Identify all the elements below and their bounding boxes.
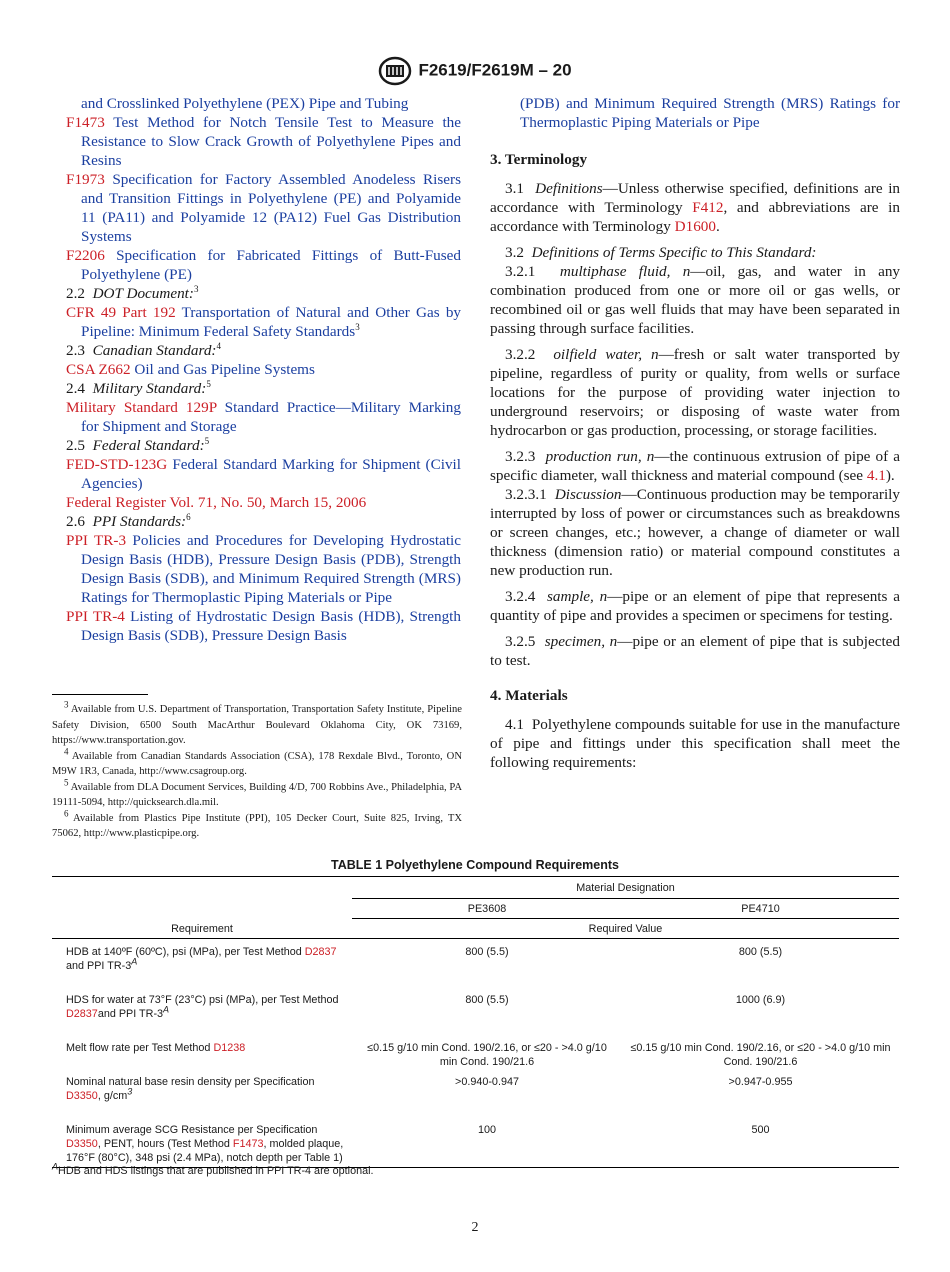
ref-federal-register[interactable]: Federal Register Vol. 71, No. 50, March 15, 2006 [66, 494, 367, 511]
para-3-1: 3.1 Definitions—Unless otherwise specified, definitions are in accordance with Terminology F412, and abbreviations are in accordance with Terminology D1600. [490, 180, 901, 235]
reference-item[interactable]: F1473 Test Method for Notch Tensile Test to Measure the Resistance to Slow Crack Growth of Polyethylene Pipes and Resins [66, 114, 461, 169]
para-3-2-3-1: 3.2.3.1 Discussion—Continuous production may be temporarily interrupted by loss of power or circumstances such as breakdowns or screen changes, etc.; however, a change of diameter or wall thickness (dimension ratio) or material compound constitutes a new production run. [490, 486, 900, 579]
footnote-item: $^5$ Available from DLA Document Services, Building 4/D, 700 Robbins Ave., Philadelphia, PA 19111-5094, http://quicksearch.dla.mil. [52, 776, 462, 808]
table-link[interactable]: D3350 [66, 1090, 98, 1102]
ref-military[interactable]: Military Standard 129P Standard Practice—Military Marking for Shipment and Storage [66, 399, 461, 435]
ref-csa[interactable]: CSA Z662 Oil and Gas Pipeline Systems [66, 361, 315, 378]
table-row [52, 939, 899, 988]
table-link[interactable]: D2837 [66, 1008, 98, 1020]
section-2-5: 2.5 Federal Standard:$^5$ [66, 435, 210, 454]
footnote-item: $^4$ Available from Canadian Standards Association (CSA), 178 Rexdale Blvd., Toronto, ON M9W 1R3, Canada, http://www.csagroup.org. [52, 745, 462, 777]
value-pe3608: 100 [477, 1124, 496, 1136]
para-3-2: 3.2 Definitions of Terms Specific to This Standard: [505, 244, 817, 261]
value-pe4710: 800 (5.5) [738, 946, 783, 958]
value-pe4710: 500 [751, 1124, 770, 1136]
table-link[interactable]: D2837 [304, 946, 337, 958]
table-row [52, 987, 899, 1035]
value-pe3608: 800 (5.5) [465, 994, 509, 1006]
col-required-value: Required Value [588, 923, 663, 935]
footnotes [52, 699, 462, 842]
ref-ppi-tr4[interactable]: PPI TR-4 Listing of Hydrostatic Design Basis (HDB), Strength Design Basis (SDB), Pressure Design Basis [66, 608, 461, 644]
ref-cfr[interactable]: CFR 49 Part 192 Transportation of Natural and Other Gas by Pipeline: Minimum Federal Safety Standards$^3$ [66, 304, 462, 340]
reference-list [66, 113, 461, 284]
left-column [66, 94, 461, 645]
requirement-cell: Minimum average SCG Resistance per Specification D3350, PENT, hours (Test Method F1473, molded plaque, 176°F (80°C), 348 psi (2.4 MPa), notch depth per Table 1) [66, 1124, 344, 1164]
ref-fed-std[interactable]: FED-STD-123G Federal Standard Marking for Shipment (Civil Agencies) [66, 456, 462, 492]
doc-designation: F2619/F2619M – 20 [418, 60, 572, 80]
para-3-2-3: 3.2.3 production run, n—the continuous extrusion of pipe of a specific diameter, wall thickness and material compound (see 4.1). [490, 448, 900, 484]
para-3-2-4: 3.2.4 sample, n—pipe or an element of pipe that represents a quantity of pipe and provides a specimen or specimens for testing. [490, 588, 900, 624]
table-link[interactable]: F1473 [232, 1138, 264, 1150]
requirement-cell: HDS for water at 73°F (23°C) psi (MPa), per Test Method D2837and PPI $TR-3^A$ [66, 994, 339, 1020]
footnote-divider [52, 694, 148, 695]
requirement-cell: HDB at 140ºF (60ºC), psi (MPa), per Test Method D2837 and PPI $TR-3^A$ [66, 946, 337, 972]
heading-materials: 4. Materials [490, 687, 568, 704]
value-pe3608: 800 (5.5) [465, 946, 509, 958]
link-f412[interactable]: F412 [692, 199, 724, 216]
value-pe4710: ≤0.15 g/10 min Cond. 190/2.16, or ≤20 - >4.0 g/10 min Cond. 190/21.6 [630, 1042, 891, 1068]
para-3-2-5: 3.2.5 specimen, n—pipe or an element of pipe that is subjected to test. [490, 633, 900, 669]
table-row [52, 1035, 899, 1069]
ref-continuation: and Crosslinked Polyethylene (PEX) Pipe and Tubing [81, 95, 409, 112]
col-requirement: Requirement [171, 922, 233, 935]
table-link[interactable]: D3350 [66, 1138, 98, 1150]
value-pe3608: ≤0.15 g/10 min Cond. 190/2.16, or ≤20 - >4.0 g/10 min Cond. 190/21.6 [367, 1042, 607, 1068]
para-4-1: 4.1 Polyethylene compounds suitable for use in the manufacture of pipe and fittings under this specification shall meet the following requirements: [490, 716, 901, 771]
footnote-item: $^3$ Available from U.S. Department of Transportation, Transportation Safety Institute, Pipeline Safety Division, 6500 South MacArthur Boulevard Oklahoma City, OK 73169, https://www.transportation.gov. [52, 699, 462, 746]
para-3-2-2: 3.2.2 oilfield water, n—fresh or salt water transported by pipeline, regardless of purity or quality, from wells or surface locations for the purpose of providing water injection to underground reservoirs; or disposing of waste water from hydrocarbon or gas production, processing, or storage facilities. [490, 346, 901, 439]
table-title: TABLE 1 Polyethylene Compound Requirements [330, 858, 619, 872]
value-pe4710: >0.947-0.955 [728, 1076, 793, 1088]
requirements-table [52, 876, 899, 1168]
para-3-2-1: 3.2.1 multiphase fluid, n—oil, gas, and water in any combination produced from one or more oil or gas wells, or recombined oil or gas well fluids that may have been separated in passing through surface facilities. [490, 263, 901, 337]
page-header [0, 56, 950, 86]
link-d1600[interactable]: D1600 [674, 218, 716, 235]
reference-item[interactable]: F2206 Specification for Fabricated Fittings of Butt-Fused Polyethylene (PE) [66, 247, 462, 283]
section-2-2: 2.2 DOT Document:$^3$ [66, 283, 199, 302]
col-pe3608: PE3608 [352, 899, 622, 919]
requirement-cell: Melt flow rate per Test Method D1238 [66, 1042, 246, 1054]
section-2-4: 2.4 Military Standard:$^5$ [66, 378, 211, 397]
section-2-6: 2.6 PPI Standards:$^6$ [66, 511, 191, 530]
heading-terminology: 3. Terminology [490, 151, 588, 168]
requirement-cell: Nominal natural base resin density per Specification D3350, $g/cm^3$ [66, 1076, 315, 1102]
link-4-1[interactable]: 4.1 [866, 467, 886, 484]
ref-ppi-tr4-continuation[interactable]: (PDB) and Minimum Required Strength (MRS) Ratings for Thermoplastic Piping Materials or Pipe [520, 95, 900, 131]
table-link[interactable]: D1238 [213, 1042, 246, 1054]
table-footnote: $^A$HDB and HDS listings that are published in PPI TR-4 are optional. [52, 1161, 374, 1177]
footnote-item: $^6$ Available from Plastics Pipe Institute (PPI), 105 Decker Court, Suite 825, Irving, TX 75062, http://www.plasticpipe.org. [52, 807, 462, 839]
ref-ppi-tr3[interactable]: PPI TR-3 Policies and Procedures for Developing Hydrostatic Design Basis (HDB), Pressure Design Basis (PDB), Strength Design Basis (SDB), and Minimum Required Strength (MRS) Ratings for Thermoplastic Piping Materials or Pipe [66, 532, 462, 606]
astm-logo-icon [378, 56, 412, 86]
page-number: 2 [471, 1220, 479, 1235]
value-pe3608: >0.940-0.947 [455, 1076, 519, 1088]
right-column [490, 94, 900, 779]
table-row [52, 1069, 899, 1117]
col-pe4710: PE4710 [622, 899, 899, 919]
value-pe4710: 1000 (6.9) [735, 994, 786, 1006]
reference-item[interactable]: F1973 Specification for Factory Assembled Anodeless Risers and Transition Fittings in Polyethylene (PE) and Polyamide 11 (PA11) and Polyamide 12 (PA12) Fuel Gas Distribution Systems [66, 171, 461, 245]
material-designation-header: Material Designation [352, 877, 899, 899]
section-2-3: 2.3 Canadian Standard:$^4$ [66, 340, 221, 359]
table-row [52, 1117, 899, 1168]
